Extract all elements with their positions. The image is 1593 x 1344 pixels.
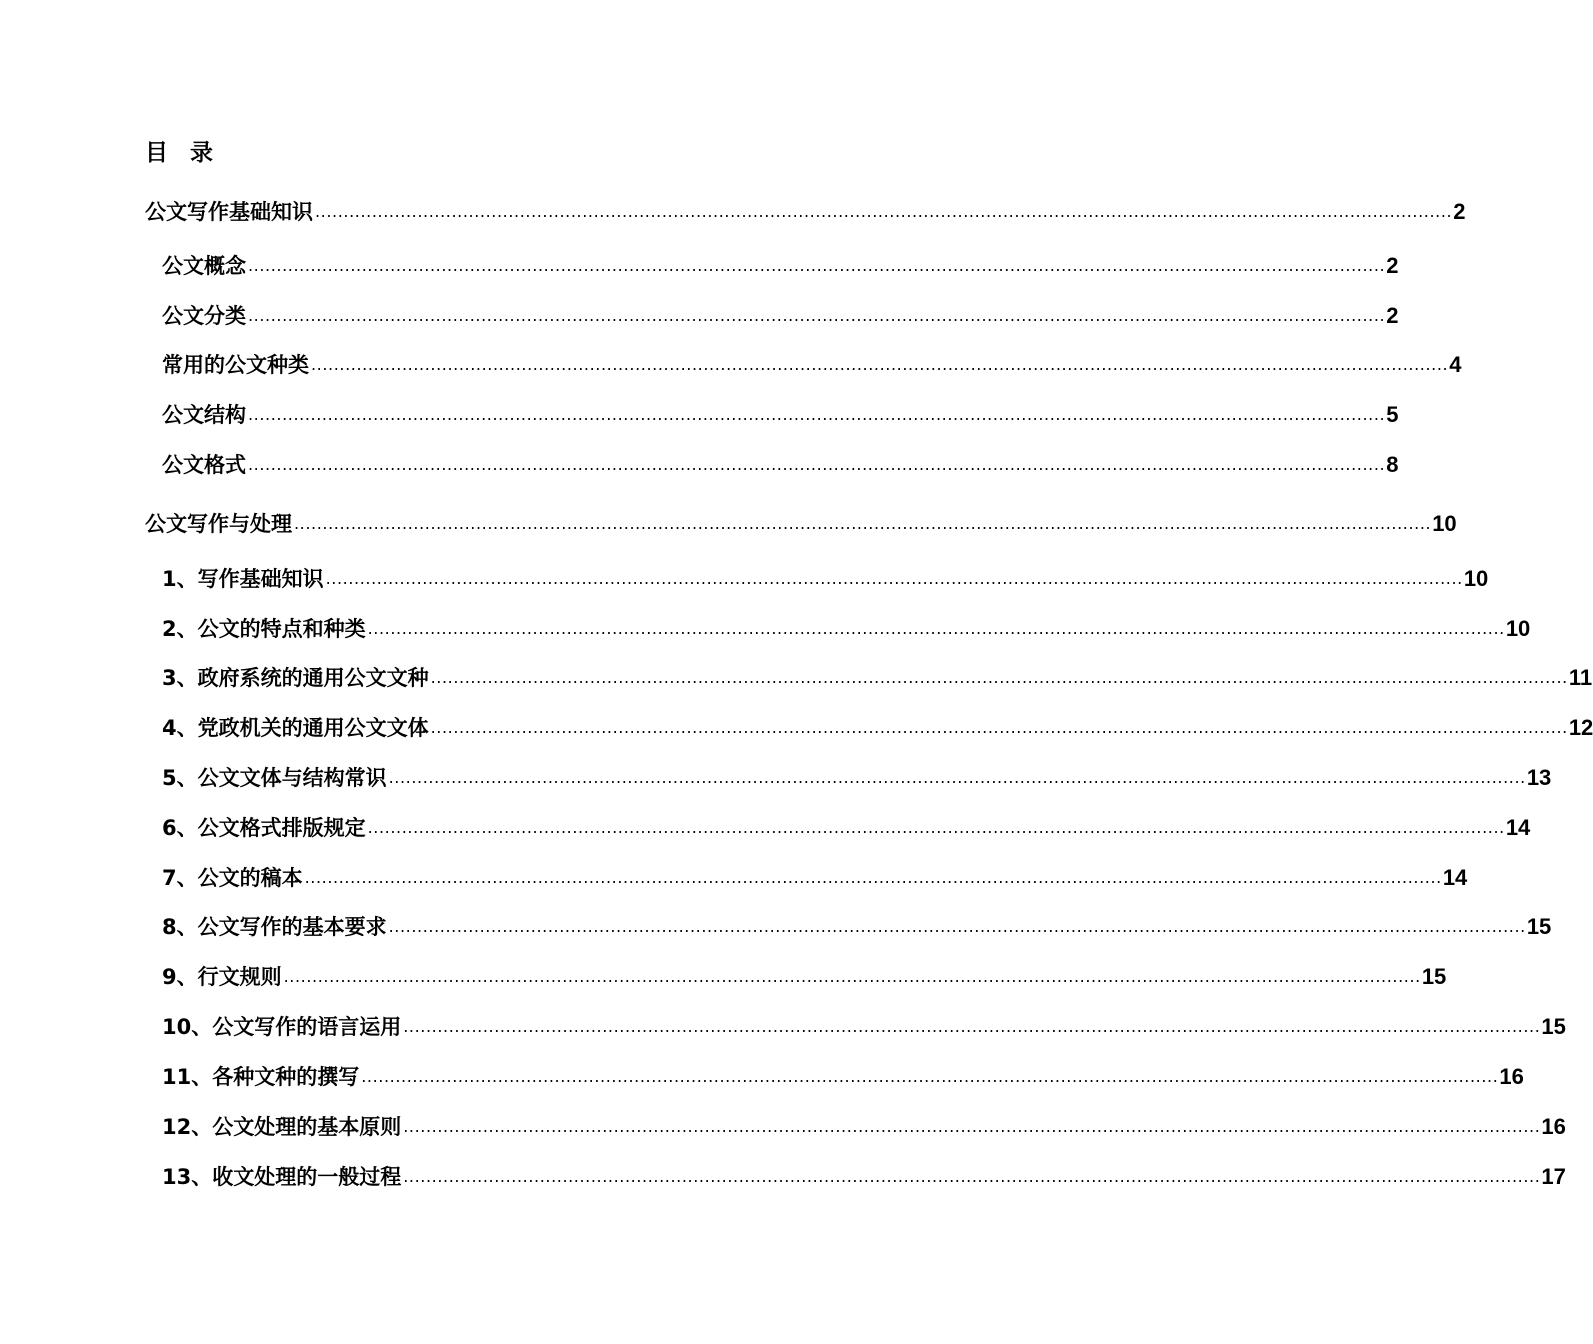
toc-title-part1: 目: [145, 140, 168, 166]
toc-entry-label: 公文写作基础知识: [145, 200, 313, 224]
toc-entry-label: 公文写作与处理: [145, 512, 292, 536]
toc-entry-page-number: 16: [1499, 1064, 1524, 1089]
dot-leader: ........................................................................................................................................................................................................: [403, 1117, 1541, 1136]
toc-entry-label: 7、公文的稿本: [162, 866, 303, 890]
toc-entry-page-number: 4: [1449, 352, 1462, 377]
toc-entry-label: 12、公文处理的基本原则: [162, 1115, 402, 1139]
toc-entry-label: 13、收文处理的一般过程: [162, 1165, 402, 1189]
toc-entry-page-number: 15: [1421, 964, 1447, 989]
toc-entry-label: 公文结构: [162, 403, 246, 427]
toc-entry-level2[interactable]: [162, 811, 1531, 841]
dot-leader: ........................................................................................................................................................................................................: [304, 868, 1442, 887]
toc-entry-page-number: 17: [1541, 1164, 1566, 1189]
toc-entry-level2[interactable]: [162, 1060, 1524, 1090]
toc-entry-page-number: 14: [1442, 865, 1468, 890]
toc-entry-page-number: 10: [1432, 511, 1457, 536]
dot-leader: ........................................................................................................................................................................................................: [430, 668, 1568, 687]
toc-entry-label: 公文格式: [162, 453, 246, 477]
toc-entry-page-number: 16: [1541, 1114, 1566, 1139]
dot-leader: ........................................................................................................................................................................................................: [248, 306, 1386, 325]
toc-entry-level2[interactable]: [162, 1160, 1566, 1190]
toc-title: [145, 134, 213, 167]
toc-entry-level2[interactable]: [162, 761, 1552, 791]
dot-leader: ........................................................................................................................................................................................................: [430, 718, 1568, 737]
toc-entry-label: 3、政府系统的通用公文文种: [162, 666, 429, 690]
toc-entry-label: 9、行文规则: [162, 965, 282, 989]
toc-entry-page-number: 5: [1386, 402, 1399, 427]
toc-entry-page-number: 12: [1568, 715, 1593, 740]
toc-entry-label: 11、各种文种的撰写: [162, 1065, 360, 1089]
dot-leader: ........................................................................................................................................................................................................: [248, 405, 1386, 424]
dot-leader: ........................................................................................................................................................................................................: [361, 1067, 1499, 1086]
dot-leader: ........................................................................................................................................................................................................: [248, 256, 1386, 275]
toc-entry-page-number: 10: [1505, 616, 1531, 641]
toc-entry-level2[interactable]: [162, 1110, 1566, 1140]
toc-entry-page-number: 11: [1568, 665, 1593, 690]
toc-entry-label: 2、公文的特点和种类: [162, 617, 366, 641]
toc-entry-level2[interactable]: [162, 1010, 1566, 1040]
toc-entry-page-number: 10: [1463, 566, 1489, 591]
dot-leader: ........................................................................................................................................................................................................: [388, 768, 1526, 787]
toc-entry-level2[interactable]: [162, 612, 1531, 642]
toc-entry-level2[interactable]: [162, 861, 1468, 891]
dot-leader: ........................................................................................................................................................................................................: [367, 818, 1505, 837]
toc-entry-level2[interactable]: [162, 711, 1593, 741]
dot-leader: ........................................................................................................................................................................................................: [294, 514, 1432, 533]
dot-leader: ........................................................................................................................................................................................................: [325, 569, 1463, 588]
toc-entry-label: 6、公文格式排版规定: [162, 816, 366, 840]
dot-leader: ........................................................................................................................................................................................................: [248, 455, 1386, 474]
toc-entry-page-number: 14: [1505, 815, 1531, 840]
toc-entry-level2[interactable]: [162, 299, 1399, 329]
toc-entry-level2[interactable]: [162, 661, 1593, 691]
toc-entry-page-number: 2: [1453, 199, 1466, 224]
toc-entry-level2[interactable]: [162, 562, 1489, 592]
toc-entry-level1[interactable]: [145, 195, 1466, 225]
dot-leader: ........................................................................................................................................................................................................: [315, 202, 1453, 221]
toc-entry-page-number: 8: [1386, 452, 1399, 477]
toc-entry-level2[interactable]: [162, 910, 1552, 940]
dot-leader: ........................................................................................................................................................................................................: [388, 917, 1526, 936]
toc-title-part2: 录: [190, 140, 213, 166]
toc-entry-level2[interactable]: [162, 348, 1462, 378]
toc-entry-label: 5、公文文体与结构常识: [162, 766, 387, 790]
toc-entry-label: 8、公文写作的基本要求: [162, 915, 387, 939]
toc-entry-page-number: 2: [1386, 253, 1399, 278]
toc-entry-label: 公文概念: [162, 254, 246, 278]
toc-entry-level2[interactable]: [162, 398, 1399, 428]
dot-leader: ........................................................................................................................................................................................................: [311, 355, 1449, 374]
toc-entry-label: 4、党政机关的通用公文文体: [162, 716, 429, 740]
toc-entry-page-number: 2: [1386, 303, 1399, 328]
dot-leader: ........................................................................................................................................................................................................: [403, 1167, 1541, 1186]
dot-leader: ........................................................................................................................................................................................................: [283, 967, 1421, 986]
toc-entry-label: 10、公文写作的语言运用: [162, 1015, 402, 1039]
toc-entry-label: 公文分类: [162, 304, 246, 328]
toc-entry-label: 1、写作基础知识: [162, 567, 324, 591]
dot-leader: ........................................................................................................................................................................................................: [403, 1017, 1541, 1036]
toc-entry-level2[interactable]: [162, 249, 1399, 279]
toc-entry-label: 常用的公文种类: [162, 353, 309, 377]
toc-entry-level1[interactable]: [145, 507, 1457, 537]
toc-entry-page-number: 15: [1541, 1014, 1566, 1039]
toc-entry-level2[interactable]: [162, 448, 1399, 478]
dot-leader: ........................................................................................................................................................................................................: [367, 619, 1505, 638]
toc-entry-level2[interactable]: [162, 960, 1447, 990]
toc-entry-page-number: 13: [1526, 765, 1552, 790]
toc-entry-page-number: 15: [1526, 914, 1552, 939]
